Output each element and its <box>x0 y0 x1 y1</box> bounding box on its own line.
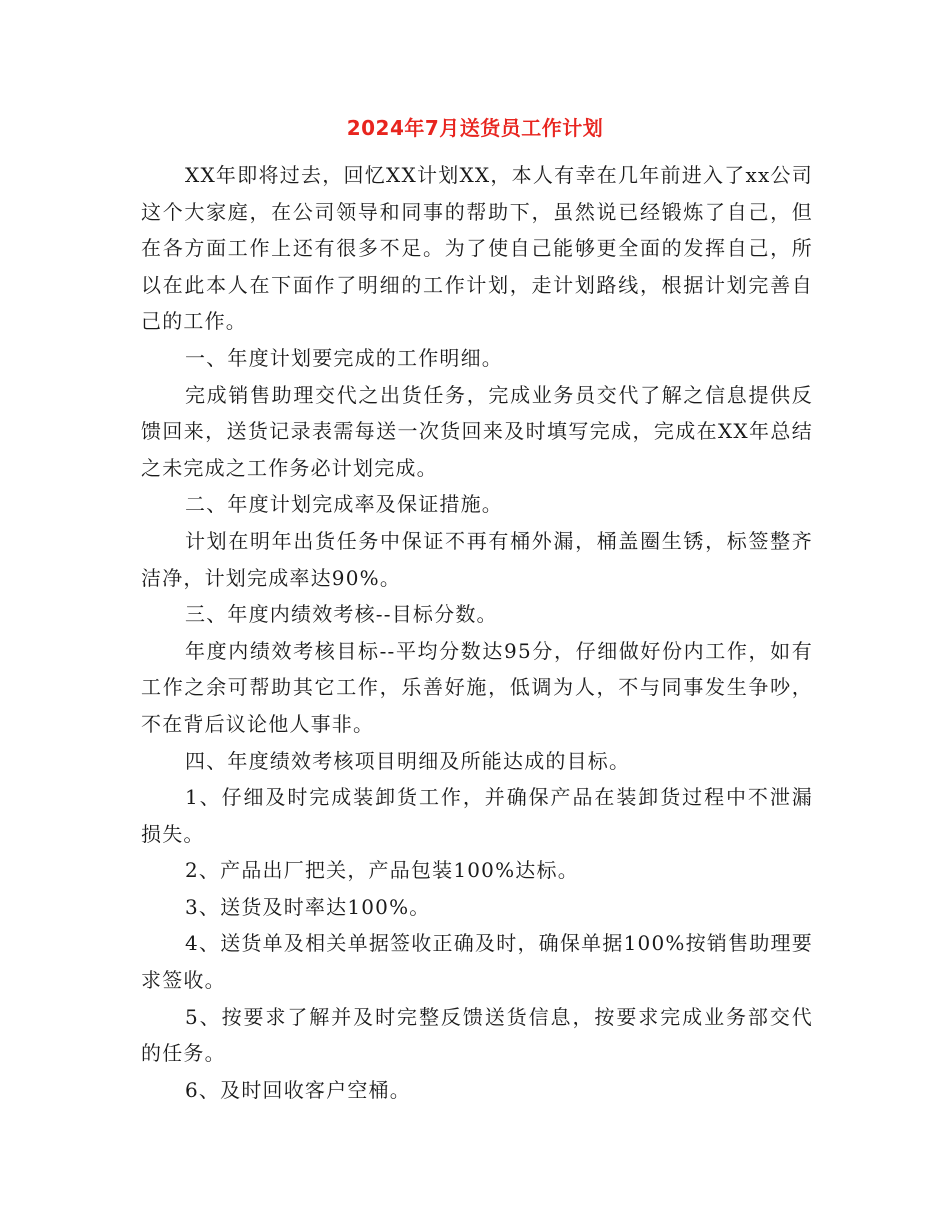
list-item-4: 4、送货单及相关单据签收正确及时，确保单据100%按销售助理要求签收。 <box>141 931 813 993</box>
list-item-2: 2、产品出厂把关，产品包装100%达标。 <box>185 858 579 883</box>
document-title: 2024年7月送货员工作计划 <box>346 116 604 140</box>
document-body <box>141 157 813 1108</box>
paragraph-1: 完成销售助理交代之出货任务，完成业务员交代了解之信息提供反馈回来，送货记录表需每送一次货回来及时填写完成，完成在XX年总结之未完成之工作务必计划完成。 <box>141 382 813 480</box>
list-item-3: 3、送货及时率达100%。 <box>185 894 431 919</box>
paragraph-intro: XX年即将过去，回忆XX计划XX，本人有幸在几年前进入了xx公司这个大家庭，在公司领导和同事的帮助下，虽然说已经锻炼了自己，但在各方面工作上还有很多不足。为了使自己能够更全面的发挥自己，所以在此本人在下面作了明细的工作计划，走计划路线，根据计划完善自己的工作。 <box>141 163 813 334</box>
list-item-5: 5、按要求了解并及时完整反馈送货信息，按要求完成业务部交代的任务。 <box>141 1004 813 1066</box>
list-item-1: 1、仔细及时完成装卸货工作，并确保产品在装卸货过程中不泄漏损失。 <box>141 785 813 846</box>
section-heading-3: 三、年度内绩效考核--目标分数。 <box>185 602 498 627</box>
section-heading-4: 四、年度绩效考核项目明细及所能达成的目标。 <box>185 748 631 773</box>
paragraph-3: 年度内绩效考核目标--平均分数达95分，仔细做好份内工作，如有工作之余可帮助其它工作，乐善好施，低调为人，不与同事发生争吵，不在背后议论他人事非。 <box>141 638 813 736</box>
section-heading-2: 二、年度计划完成率及保证措施。 <box>185 492 503 517</box>
section-heading-1: 一、年度计划要完成的工作明细。 <box>185 345 503 370</box>
paragraph-2: 计划在明年出货任务中保证不再有桶外漏，桶盖圈生锈，标签整齐洁净，计划完成率达90%。 <box>141 528 813 590</box>
list-item-6: 6、及时回收客户空桶。 <box>185 1077 411 1102</box>
